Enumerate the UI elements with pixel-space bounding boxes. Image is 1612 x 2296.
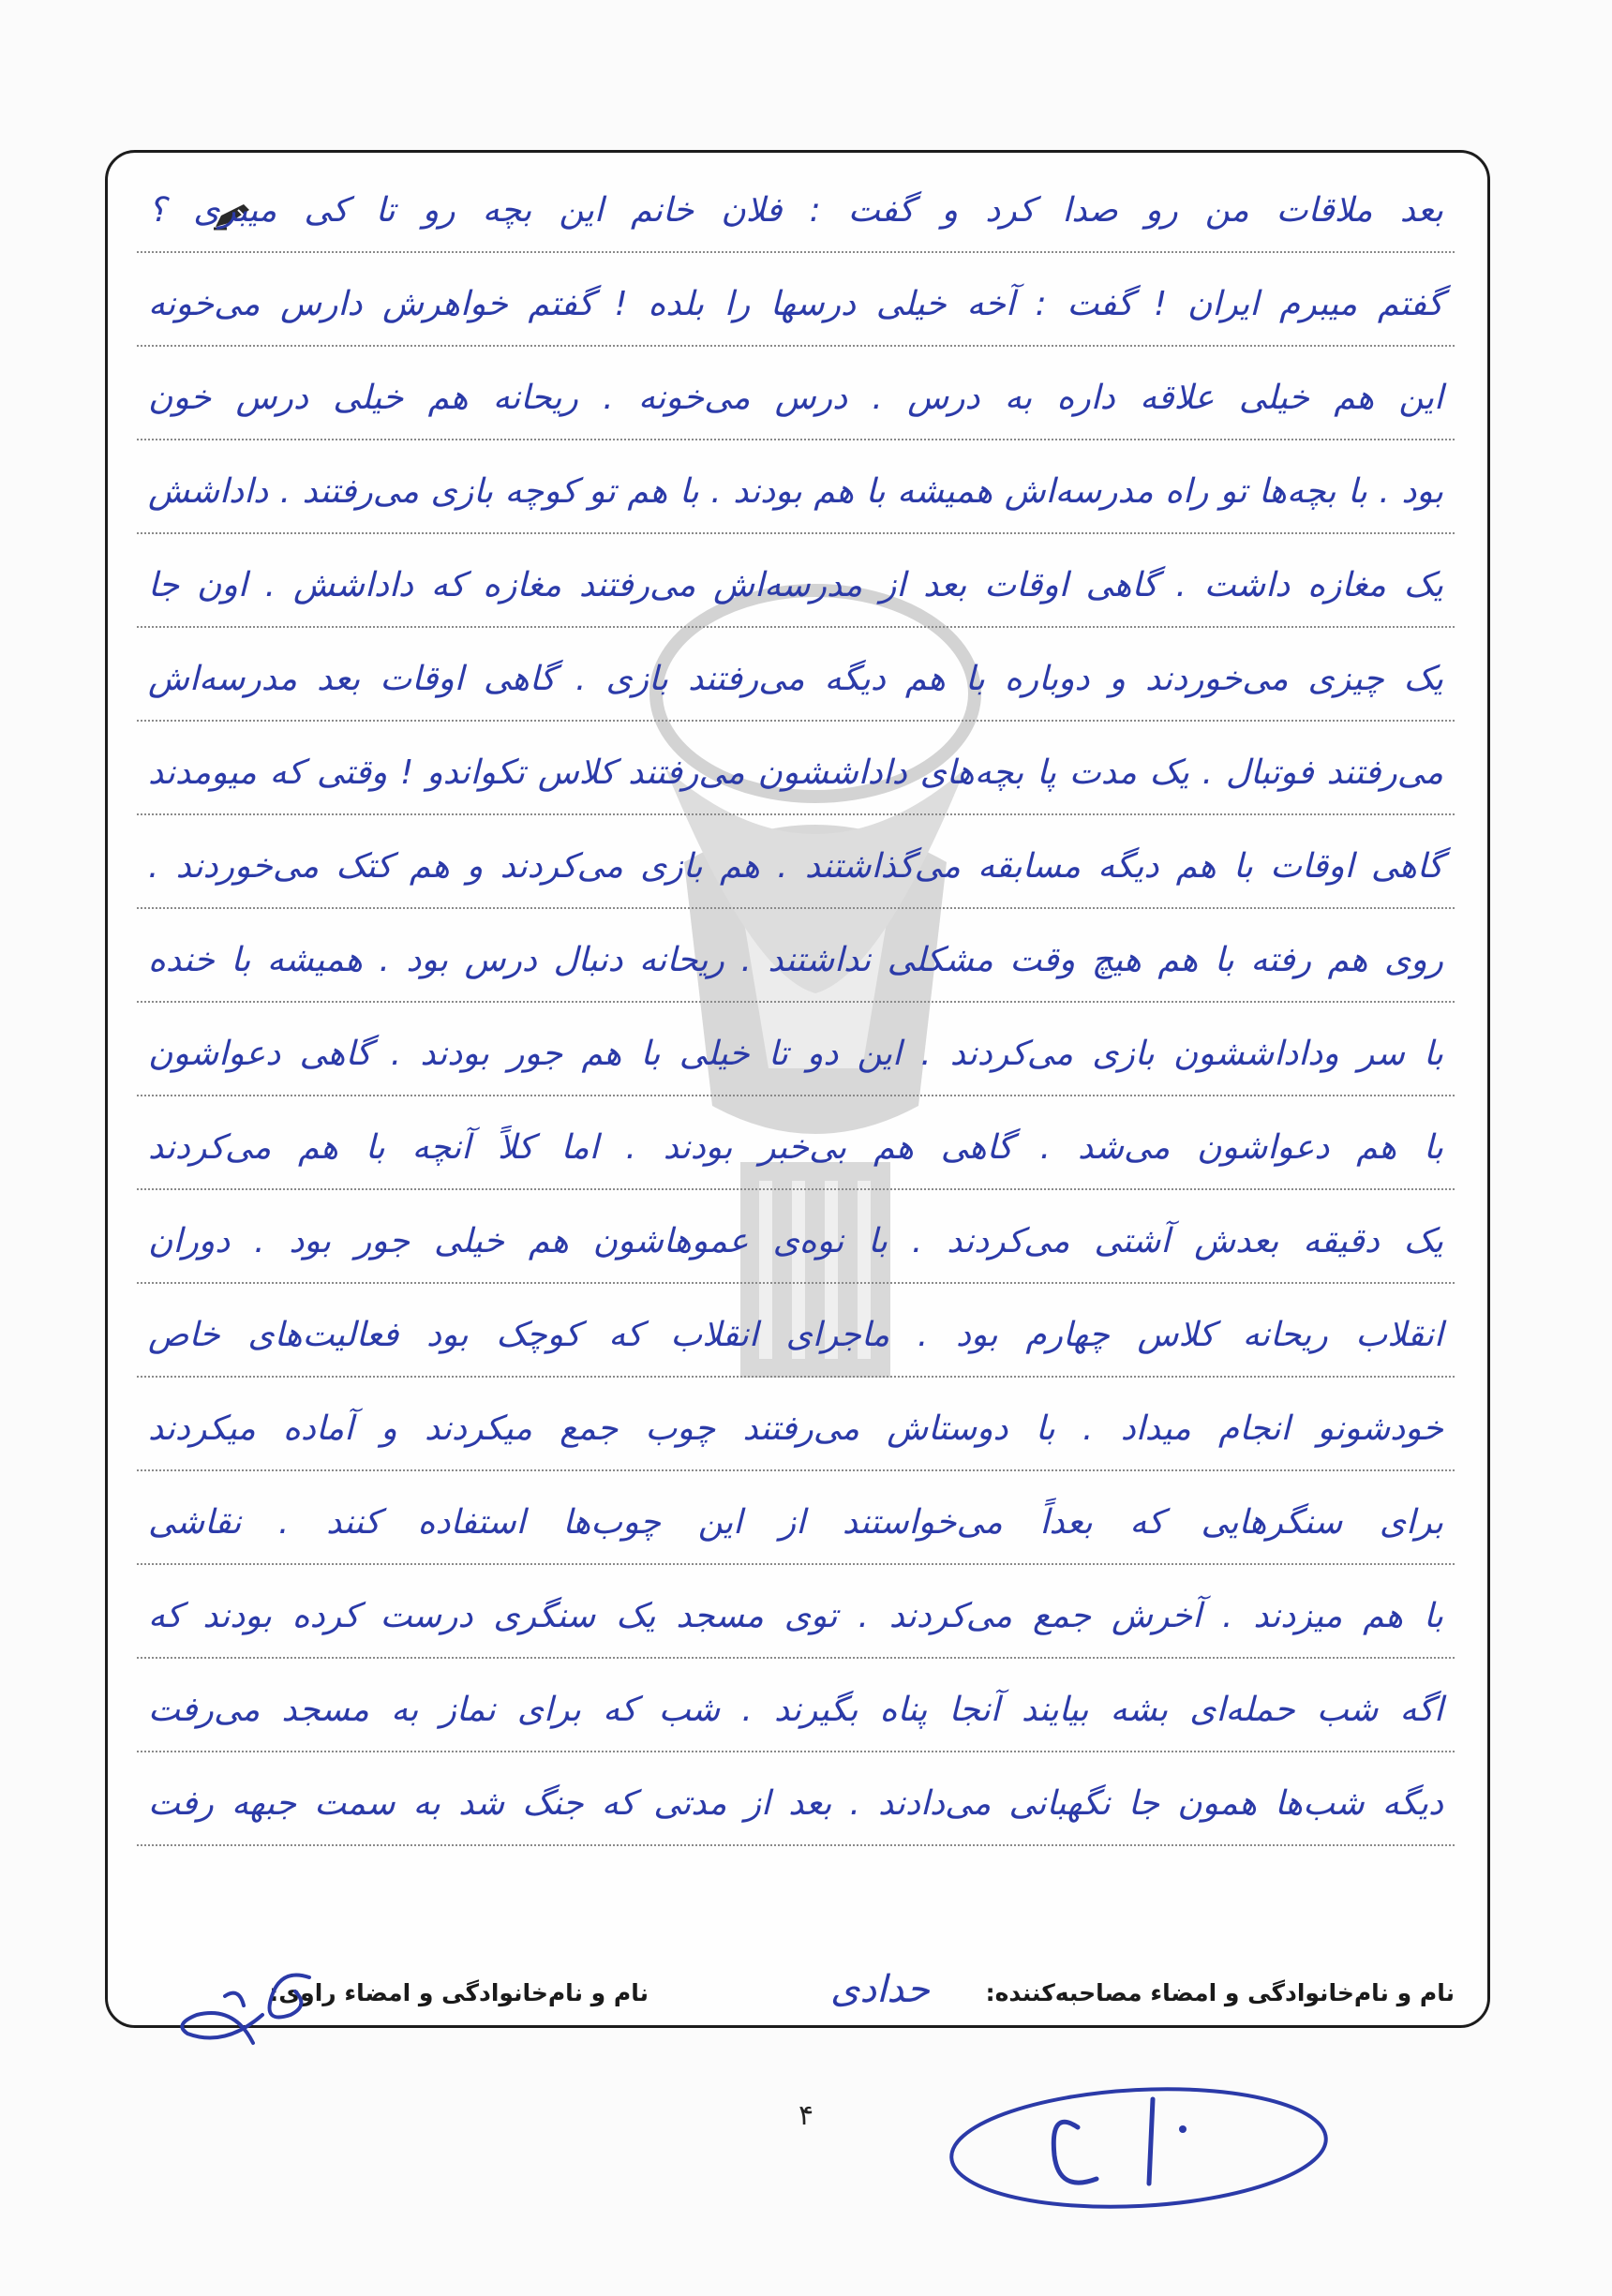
transcript-line: با سر وداداششون بازی می‌کردند . این دو تا خیلی با هم جور بودند . گاهی دعواشون xyxy=(137,1021,1455,1096)
transcript-line: این هم خیلی علاقه داره به درس . درس می‌خونه . ریحانه هم خیلی درس خون xyxy=(137,365,1455,440)
interviewer-name: حدادی xyxy=(830,1968,930,2011)
narrator-signature xyxy=(169,1959,328,2071)
transcript-line: روی هم رفته با هم هیچ وقت مشکلی نداشتند . ریحانه دنبال درس بود . همیشه با خنده xyxy=(137,928,1455,1003)
narrator-label: نام و نام‌خانوادگی و امضاء راوی: xyxy=(269,1979,649,2006)
transcript-line: می‌رفتند فوتبال . یک مدت پا بچه‌های داداششون می‌رفتند کلاس تکواندو ! وقتی که میومدند xyxy=(137,740,1455,815)
transcript-line: یک دقیقه بعدش آشتی می‌کردند . با نوه‌ی عموهاشون هم خیلی جور بود . دوران xyxy=(137,1209,1455,1284)
transcript-line: انقلاب ریحانه کلاس چهارم بود . ماجرای انقلاب که کوچک بود فعالیت‌های خاص xyxy=(137,1303,1455,1378)
transcript-line: یک مغازه داشت . گاهی اوقات بعد از مدرسه‌اش می‌رفتند مغازه که داداشش . اون جا xyxy=(137,553,1455,628)
transcript-line: با هم میزدند . آخرش جمع می‌کردند . توی مسجد یک سنگری درست کرده بودند که xyxy=(137,1584,1455,1659)
transcript-body xyxy=(137,178,1455,1940)
page-number: ۴ xyxy=(798,2099,814,2132)
transcript-line: گاهی اوقات با هم دیگه مسابقه می‌گذاشتند . هم بازی می‌کردند و هم کتک می‌خوردند . xyxy=(137,834,1455,909)
transcript-line: یک چیزی می‌خوردند و دوباره با هم دیگه می‌رفتند بازی . گاهی اوقات بعد مدرسه‌اش xyxy=(137,647,1455,722)
transcript-line: با هم دعواشون می‌شد . گاهی هم بی‌خبر بودند . اما کلاً آنچه با هم می‌کردند xyxy=(137,1115,1455,1190)
transcript-line: خودشونو انجام میداد . با دوستاش می‌رفتند چوب جمع میکردند و آماده میکردند xyxy=(137,1396,1455,1471)
transcript-line: برای سنگرهایی که بعداً می‌خواستند از این چوب‌ها استفاده کنند . نقاشی xyxy=(137,1490,1455,1565)
transcript-line: بعد ملاقات من رو صدا کرد و گفت : فلان خانم این بچه رو تا کی میبری ؟ xyxy=(137,178,1455,253)
signature-footer xyxy=(137,1968,1455,2019)
transcript-line: اگه شب حمله‌ای بشه بیایند آنجا پناه بگیرند . شب که برای نماز به مسجد می‌رفت xyxy=(137,1677,1455,1752)
interviewer-label: نام و نام‌خانوادگی و امضاء مصاحبه‌کننده: xyxy=(985,1979,1455,2006)
transcript-line: گفتم میبرم ایران ! گفت : آخه خیلی درسها را بلده ! گفتم خواهرش دارس می‌خونه xyxy=(137,272,1455,347)
transcript-line: دیگه شب‌ها همون جا نگهبانی می‌دادند . بعد از مدتی که جنگ شد به سمت جبهه رفت xyxy=(137,1771,1455,1846)
interviewer-signature xyxy=(937,2071,1331,2221)
transcript-line: بود . با بچه‌ها تو راه مدرسه‌اش همیشه با هم بودند . با هم تو کوچه بازی می‌رفتند . داداشش xyxy=(137,459,1455,534)
